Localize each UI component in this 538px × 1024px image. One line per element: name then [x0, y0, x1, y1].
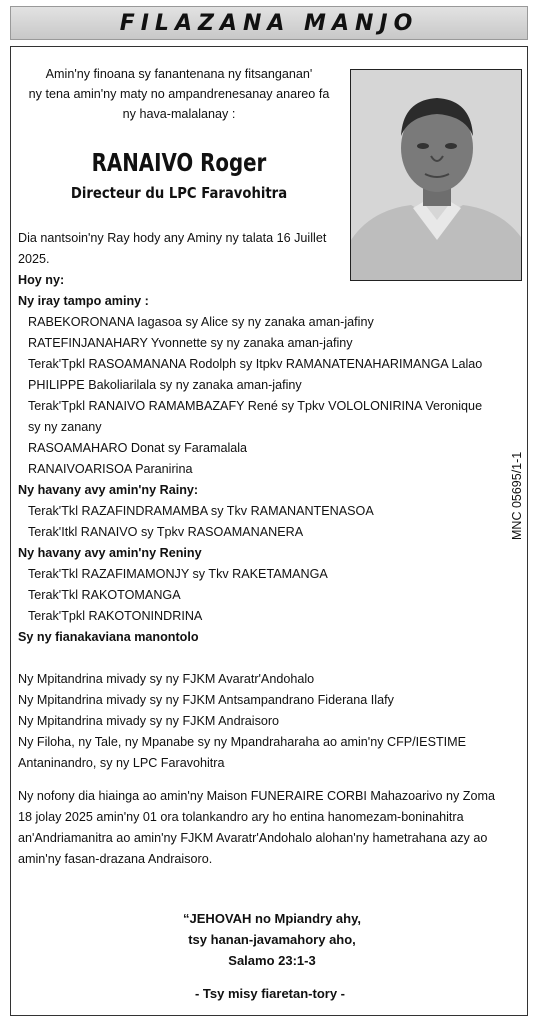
list-item: Terak'Tpkl RAKOTONINDRINA — [28, 609, 203, 623]
funeral-line: an'Andriamanitra ao amin'ny FJKM Avaratr'Andohalo alohan'ny hametrahana azy ao — [18, 831, 488, 845]
family-heading: Sy ny fianakaviana manontolo — [18, 630, 199, 644]
staff-line: Ny Filoha, ny Tale, ny Mpanabe sy ny Mpandraharaha ao amin'ny CFP/IESTIME — [18, 735, 467, 749]
list-item: Terak'Tpkl RASOAMANANA Rodolph sy Itpkv RAMANATENAHARIMANGA Lalao — [28, 357, 483, 371]
quote-reference: Salamo 23:1-3 — [228, 953, 316, 968]
funeral-line: amin'ny fasan-drazana Andraisoro. — [18, 852, 213, 866]
death-notice-line: 2025. — [18, 252, 50, 266]
list-item: Terak'Tkl RAKOTOMANGA — [28, 588, 181, 602]
funeral-line: Ny nofony dia hiainga ao amin'ny Maison FUNERAIRE CORBI Mahazoarivo ny Zoma — [18, 789, 495, 803]
bible-quote — [150, 908, 394, 971]
maternal-heading: Ny havany avy amin'ny Reniny — [18, 546, 202, 560]
intro-text — [20, 64, 338, 124]
notice-banner — [10, 6, 528, 40]
quote-line: tsy hanan-javamahory aho, — [188, 932, 356, 947]
list-item: RATEFINJANAHARY Yvonnette sy ny zanaka aman-jafiny — [28, 336, 353, 350]
staff-line: Antaninandro, sy ny LPC Faravohitra — [18, 756, 225, 770]
paternal-heading: Ny havany avy amin'ny Rainy: — [18, 483, 199, 497]
list-item: Terak'Tkl RAZAFINDRAMAMBA sy Tkv RAMANANTENASOA — [28, 504, 374, 518]
hoy-ny-heading: Hoy ny: — [18, 273, 65, 287]
list-item: sy ny zanany — [28, 420, 102, 434]
funeral-line: 18 jolay 2025 amin'ny 01 ora tolankandro ary ho entina hanomezam-boninahitra — [18, 810, 464, 824]
intro-line: ny tena amin'ny maty no ampandrenesanay anareo fa — [28, 87, 330, 101]
intro-line: Amin'ny finoana sy fanantenana ny fitsanganan' — [45, 67, 313, 81]
institution-line: Ny Mpitandrina mivady sy ny FJKM Andraisoro — [18, 714, 280, 728]
quote-line: “JEHOVAH no Mpiandry ahy, — [183, 911, 361, 926]
list-item: PHILIPPE Bakoliarilala sy ny zanaka aman-jafiny — [28, 378, 302, 392]
intro-line: ny hava-malalanay : — [122, 107, 236, 121]
closing-line: - Tsy misy fiaretan-tory - — [194, 986, 346, 1001]
notice-title: FILAZANA MANJO — [119, 10, 419, 36]
death-notice-line: Dia nantsoin'ny Ray hody any Aminy ny talata 16 Juillet — [18, 231, 327, 245]
institution-line: Ny Mpitandrina mivady sy ny FJKM Avaratr'Andohalo — [18, 672, 315, 686]
siblings-heading: Ny iray tampo aminy : — [18, 294, 149, 308]
list-item: Terak'Tkl RAZAFIMAMONJY sy Tkv RAKETAMANGA — [28, 567, 328, 581]
notice-body — [18, 228, 526, 870]
list-item: Terak'Tpkl RANAIVO RAMAMBAZAFY René sy Tpkv VOLOLONIRINA Veronique — [28, 399, 483, 413]
list-item: Terak'Itkl RANAIVO sy Tpkv RASOAMANANERA — [28, 525, 304, 539]
list-item: RANAIVOARISOA Paranirina — [28, 462, 193, 476]
reference-code: MNC 05695/1-1 — [510, 451, 524, 540]
list-item: RABEKORONANA Iagasoa sy Alice sy ny zanaka aman-jafiny — [28, 315, 374, 329]
deceased-name: RANAIVO Roger — [91, 148, 267, 177]
institution-line: Ny Mpitandrina mivady sy ny FJKM Antsampandrano Fiderana Ilafy — [18, 693, 394, 707]
deceased-title: Directeur du LPC Faravohitra — [70, 184, 288, 202]
list-item: RASOAMAHARO Donat sy Faramalala — [28, 441, 248, 455]
